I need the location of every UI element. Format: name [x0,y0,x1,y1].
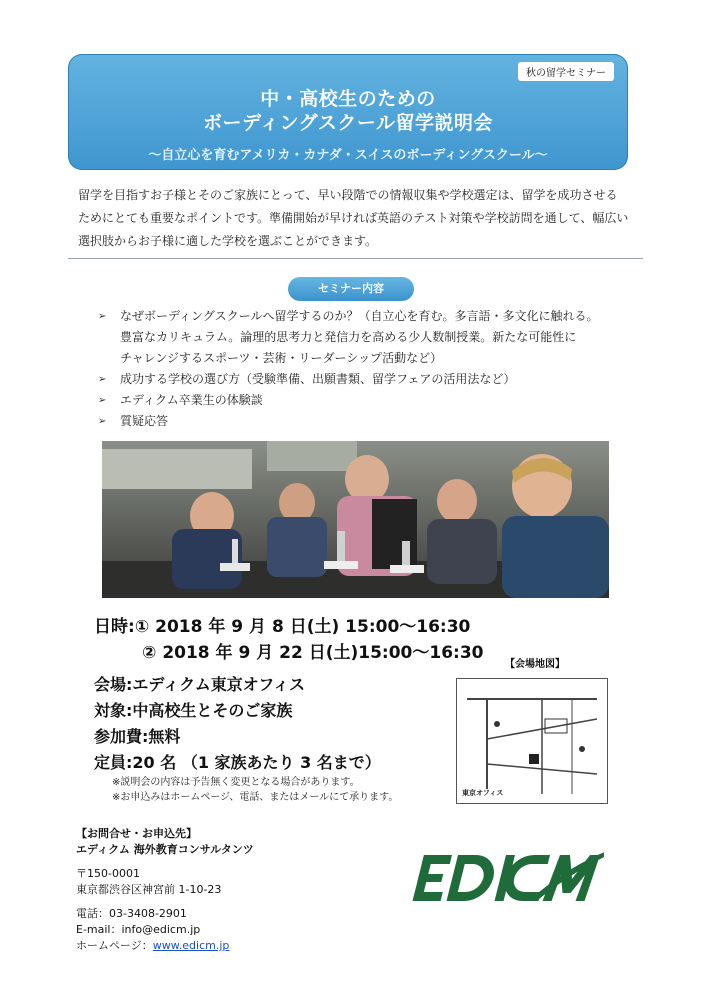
agenda-text: 豊富なカリキュラム。論理的思考力と発信力を高める少人数制授業。新たな可能性に [120,330,577,344]
bullet-arrow-icon: ➢ [98,395,107,406]
intro-line: ためにとても重要なポイントです。準備開始が早ければ英語のテスト対策や学校訪問を通して、幅広い [78,211,629,225]
header-banner [68,54,628,170]
website-link[interactable]: www.edicm.jp [152,939,230,952]
event-info [94,672,381,776]
web-row [76,938,254,954]
date-value: 2018 年 9 月 8 日(土) 15:00～16:30 [149,617,471,637]
fee-row [94,724,381,750]
intro-line: 留学を目指すお子様とそのご家族にとって、早い段階での情報収集や学校選定は、留学を成功させる [78,188,618,202]
date-number: ① [134,617,150,637]
seminar-contents-pill: セミナー内容 [288,277,414,301]
email-label: E-mail： [76,923,122,936]
agenda-item [98,306,638,369]
agenda-text: チャレンジするスポーツ・芸術・リーダーシップ活動など） [120,351,443,365]
capacity-row [94,750,381,776]
contact-heading: 【お問合せ・お申込先】 [76,827,197,840]
contact-block [76,826,254,954]
venue-label: 会場: [94,675,133,694]
agenda-text: エディクム卒業生の体験談 [120,393,263,407]
agenda-item [98,390,638,411]
notes [112,775,398,805]
capacity-value: 20 名 （1 家族あたり 3 名まで） [132,753,381,772]
venue-row [94,672,381,698]
postal-code: 〒150-0001 [76,867,140,880]
banner-title-line1: 中・高校生のための [260,88,436,110]
company-name: エディクム 海外教育コンサルタンツ [76,843,254,856]
divider [68,258,643,259]
note: ※お申込みはホームページ、電話、またはメールにて承ります。 [112,792,399,803]
target-value: 中高校生とそのご家族 [132,701,293,720]
date-row-1 [94,614,483,640]
date-value: 2018 年 9 月 22 日(土)15:00～16:30 [156,643,484,663]
agenda-item [98,411,638,432]
map-label: 【会場地図】 [505,659,565,670]
date-label: 日時: [94,617,135,637]
date-number: ② [142,643,157,663]
bullet-arrow-icon: ➢ [98,374,107,385]
edicm-logo [408,847,604,909]
agenda-list [98,306,638,432]
target-row [94,698,381,724]
fee-value: 無料 [148,727,181,746]
intro-paragraph [78,184,638,253]
banner-title-line2: ボーディングスクール留学説明会 [202,112,494,134]
email-link[interactable]: info@edicm.jp [121,923,201,936]
students-microscope-photo [102,441,609,598]
schedule-dates [94,614,483,666]
venue-map [456,678,608,804]
address: 東京都渋谷区神宮前 1-10-23 [76,883,222,896]
phone: 電話：03-3408-2901 [76,907,187,920]
bullet-arrow-icon: ➢ [98,416,107,427]
date-row-2 [94,640,483,666]
note: ※説明会の内容は予告無く変更となる場合があります。 [112,777,360,788]
venue-value: エディクム東京オフィス [132,675,306,694]
bullet-arrow-icon: ➢ [98,311,107,322]
agenda-text: なぜボーディングスクールへ留学するのか？（自立心を育む。多言語・多文化に触れる。 [120,309,599,323]
agenda-text: 質疑応答 [120,414,169,428]
capacity-label: 定員: [94,753,133,772]
fee-label: 参加費: [94,727,149,746]
agenda-item [98,369,638,390]
map-caption: 東京オフィス [462,789,504,797]
email-row [76,922,254,938]
web-label: ホームページ： [76,939,153,952]
agenda-text: 成功する学校の選び方（受験準備、出願書類、留学フェアの活用法など） [120,372,516,386]
banner-subtitle: ～自立心を育むアメリカ・カナダ・スイスのボーディングスクール～ [148,148,548,163]
target-label: 対象: [94,701,133,720]
intro-line: 選択肢からお子様に適した学校を選ぶことができます。 [78,234,378,248]
seminar-tag: 秋の留学セミナー [518,62,614,81]
